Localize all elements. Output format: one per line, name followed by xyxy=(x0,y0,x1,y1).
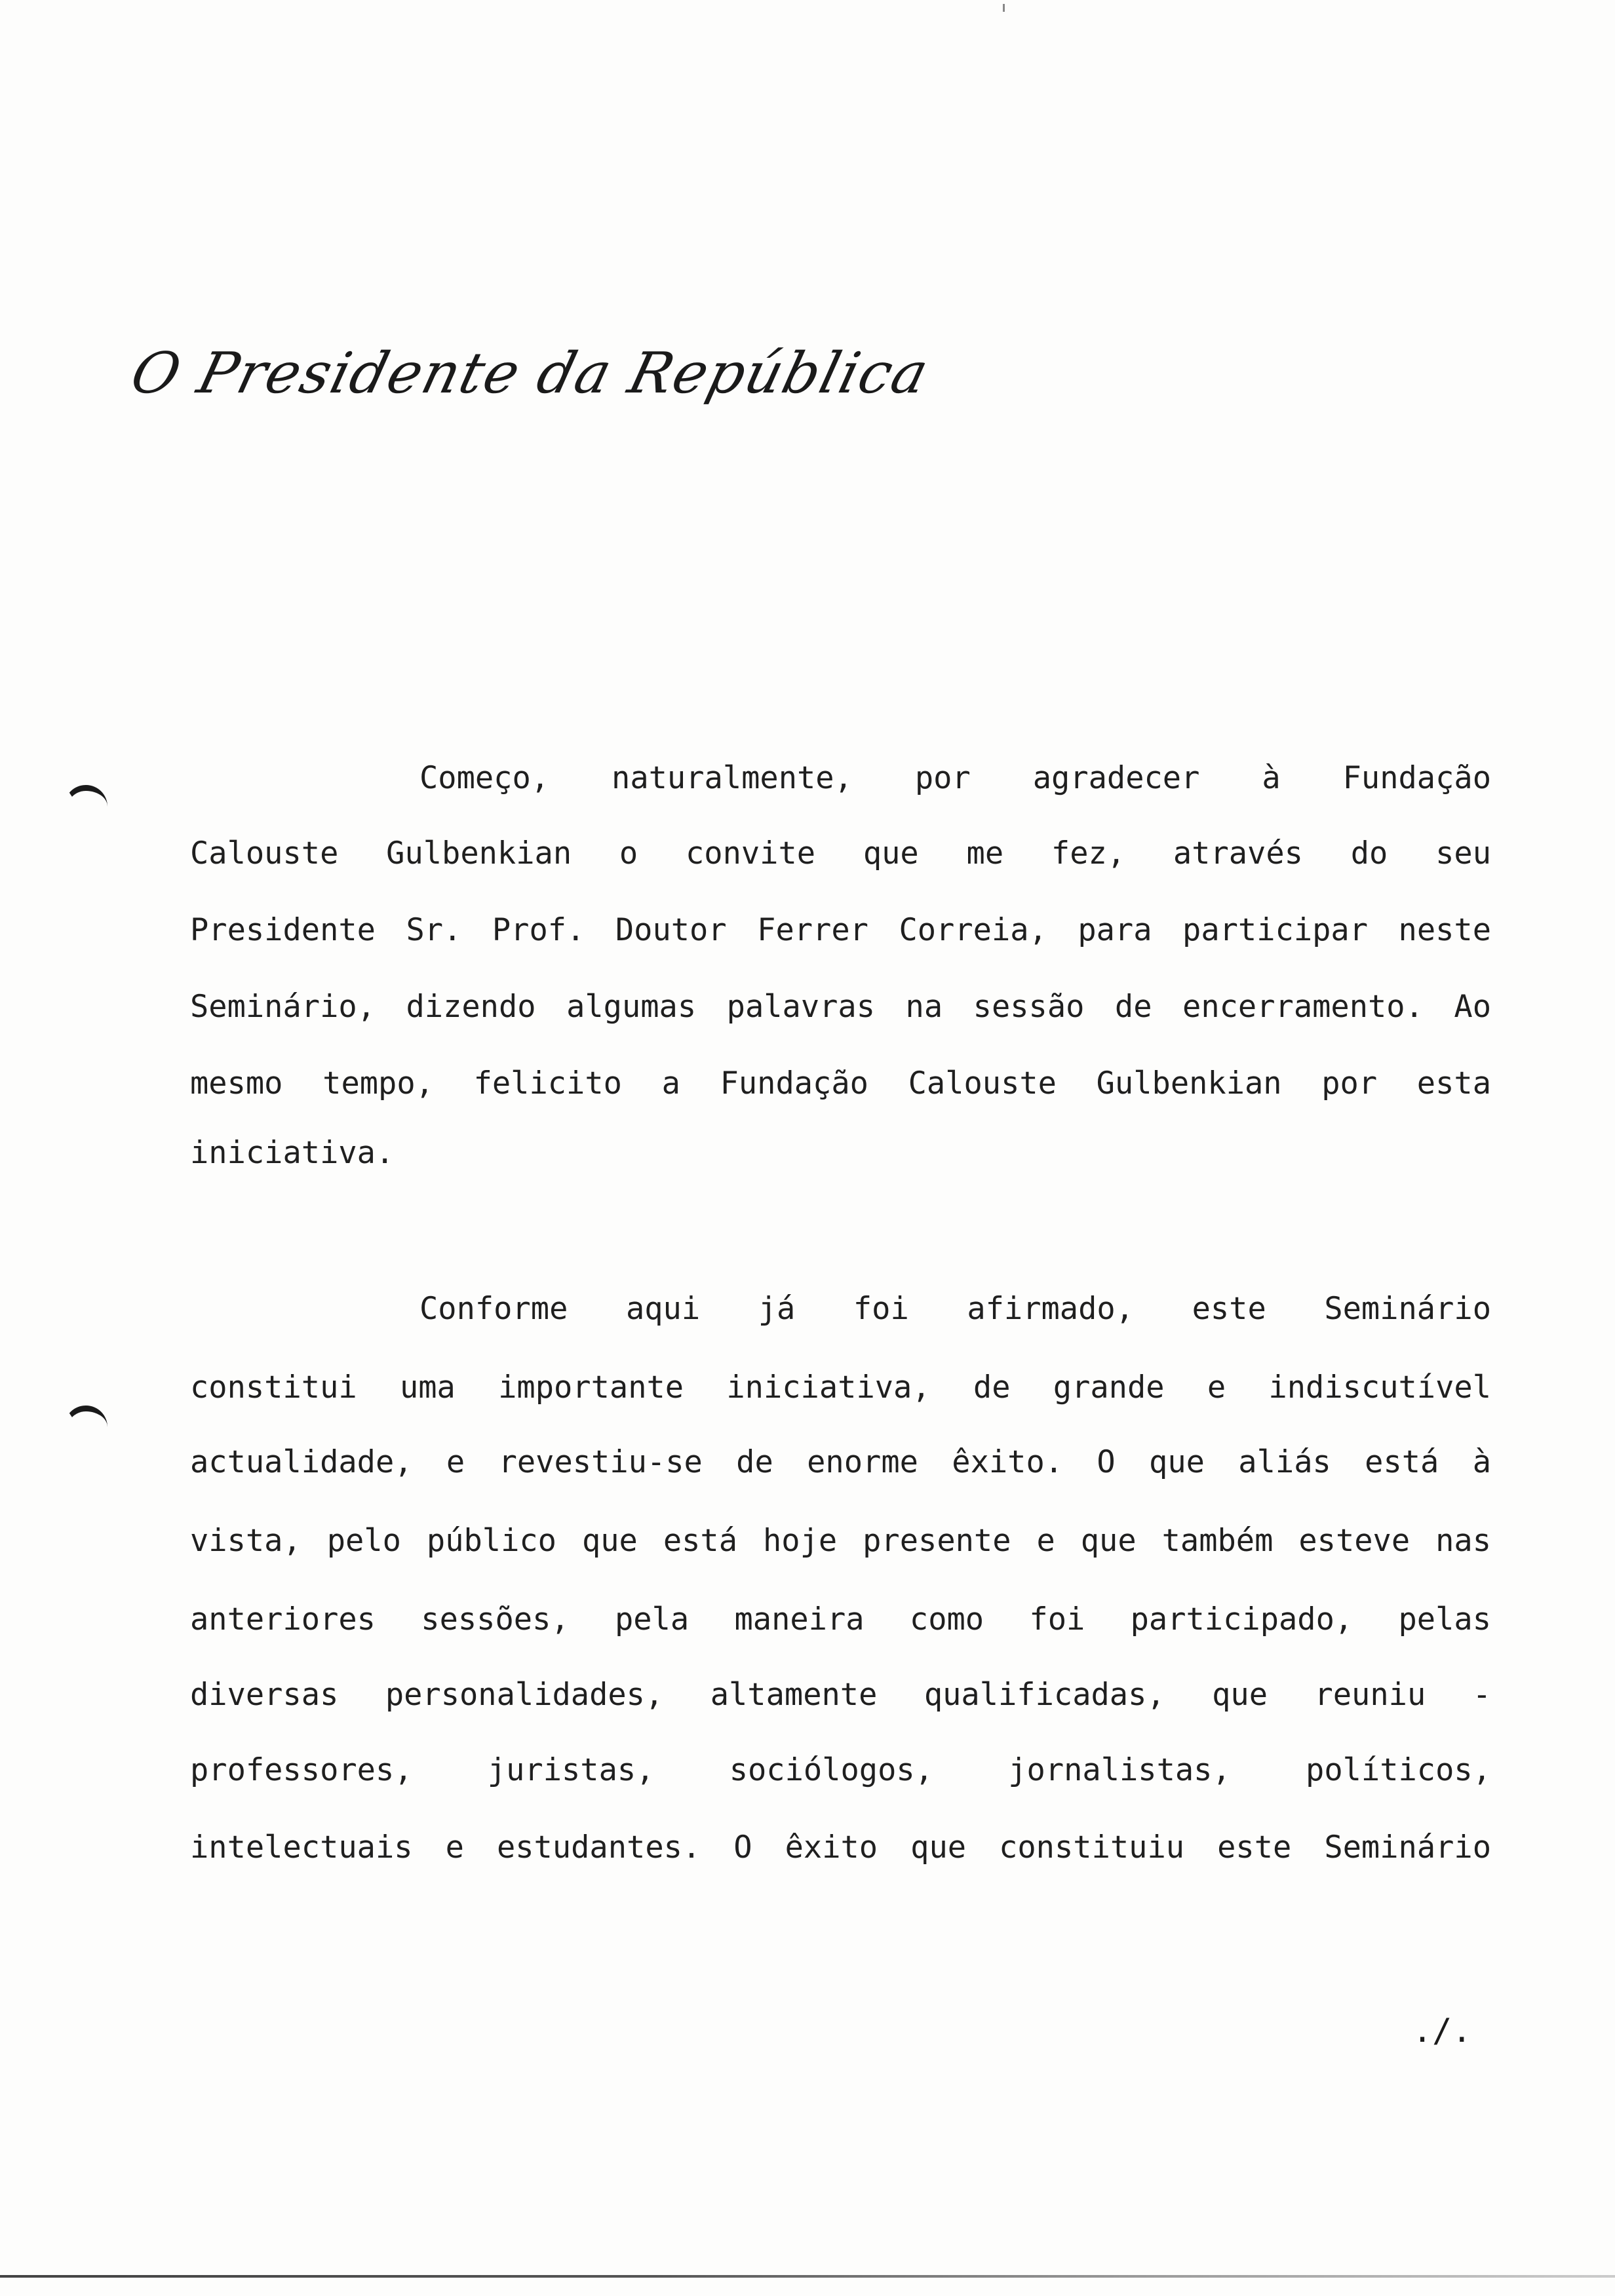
paragraph-line: Seminário, dizendo algumas palavras na sessão de encerramento. Ao xyxy=(190,989,1491,1025)
paragraph-line: intelectuais e estudantes. O êxito que constituiu este Seminário xyxy=(190,1829,1491,1866)
paragraph-line: actualidade, e revestiu-se de enorme êxito. O que aliás está à xyxy=(190,1444,1491,1480)
page-continuation-mark: ./. xyxy=(1412,2012,1472,2050)
paragraph-line: diversas personalidades, altamente qualificadas, que reuniu - xyxy=(190,1677,1491,1713)
paragraph-line: Presidente Sr. Prof. Doutor Ferrer Correia, para participar neste xyxy=(190,912,1491,948)
paragraph-line: Começo, naturalmente, por agradecer à Fundação xyxy=(419,760,1491,796)
paragraph-line: Calouste Gulbenkian o convite que me fez, através do seu xyxy=(190,835,1491,871)
paragraph-line: constitui uma importante iniciativa, de grande e indiscutível xyxy=(190,1369,1491,1406)
paragraph-line: vista, pelo público que está hoje presente e que também esteve nas xyxy=(190,1523,1491,1559)
paragraph-line: professores, juristas, sociólogos, jornalistas, políticos, xyxy=(190,1752,1491,1788)
margin-mark xyxy=(64,1406,107,1431)
paragraph-line: iniciativa. xyxy=(190,1135,395,1171)
paragraph-line: Conforme aqui já foi afirmado, este Seminário xyxy=(419,1291,1491,1327)
bottom-edge-rule xyxy=(0,2275,1615,2278)
margin-mark xyxy=(64,785,107,811)
paragraph-line: mesmo tempo, felicito a Fundação Calouste Gulbenkian por esta xyxy=(190,1065,1491,1101)
paragraph-line: anteriores sessões, pela maneira como foi participado, pelas xyxy=(190,1601,1491,1637)
scan-speck xyxy=(1003,4,1005,12)
letterhead: O Presidente da República xyxy=(125,341,936,406)
